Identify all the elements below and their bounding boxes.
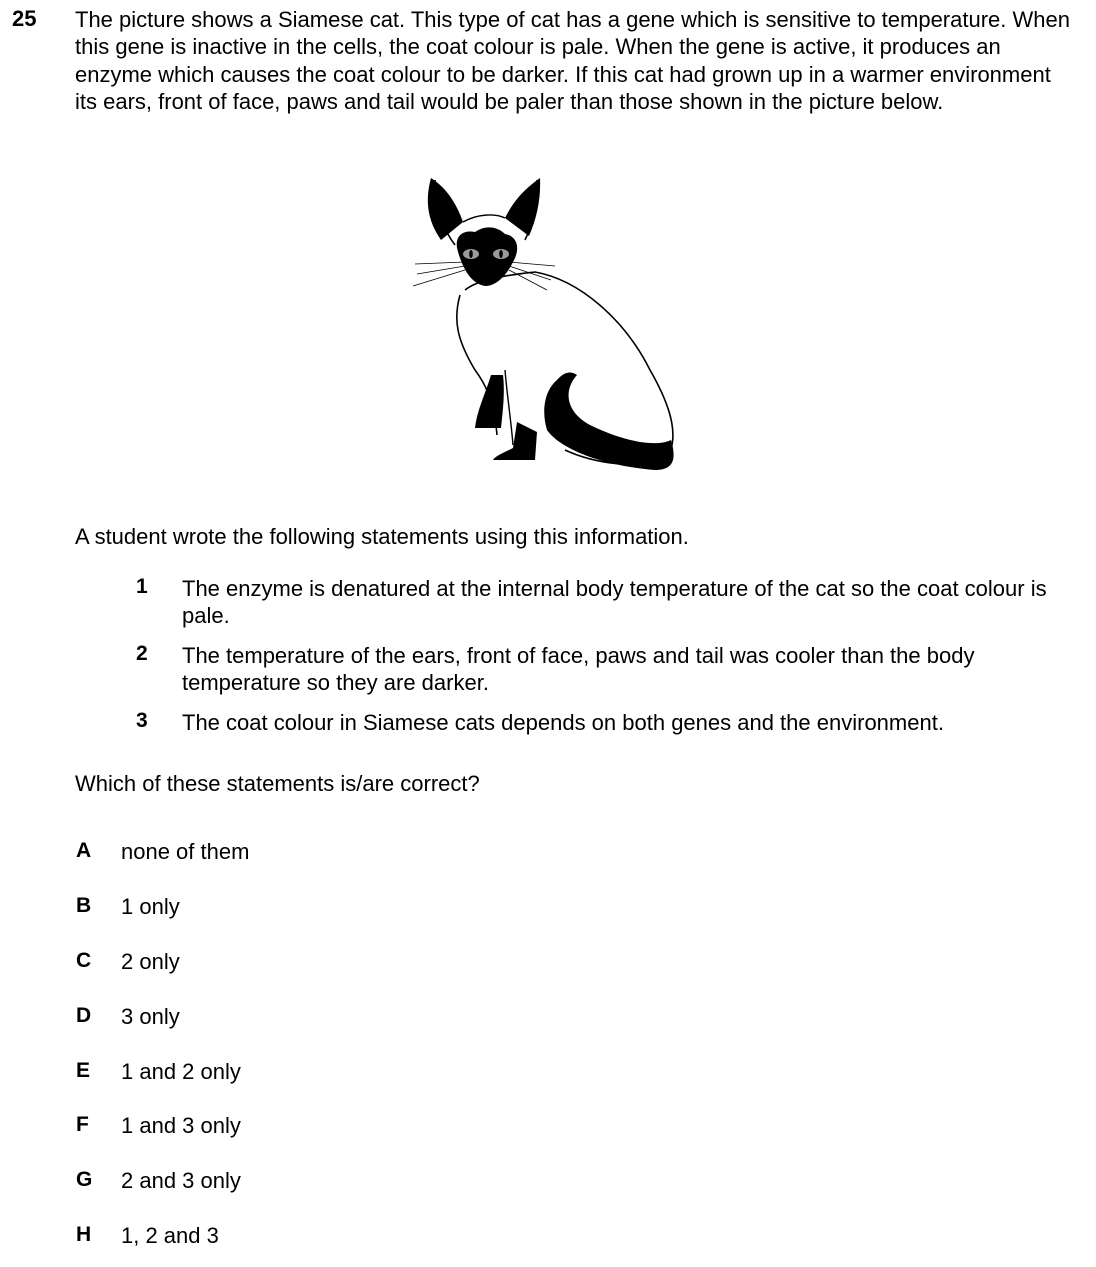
option-letter: A [76, 839, 92, 862]
statement-text: The enzyme is denatured at the internal body temperature of the cat so the coat colour is pale. [182, 576, 1047, 628]
option-h[interactable] [0, 1223, 600, 1253]
option-f[interactable] [0, 1113, 600, 1143]
question-number: 25 [12, 6, 37, 31]
statement-text: The coat colour in Siamese cats depends on both genes and the environment. [182, 710, 944, 735]
option-letter: H [76, 1223, 92, 1246]
siamese-cat-icon [405, 170, 695, 480]
option-g[interactable] [0, 1168, 600, 1198]
option-text: 1 only [121, 894, 180, 919]
option-letter: C [76, 949, 92, 972]
option-c[interactable] [0, 949, 600, 979]
option-text: 2 and 3 only [121, 1168, 241, 1193]
statement-number: 1 [136, 575, 148, 598]
option-letter: G [76, 1168, 93, 1191]
option-a[interactable] [0, 839, 600, 869]
option-letter: E [76, 1059, 91, 1082]
option-text: 1, 2 and 3 [121, 1223, 219, 1248]
question-stem: The picture shows a Siamese cat. This type of cat has a gene which is sensitive to temperature. When this gene is inactive in the cells, the coat colour is pale. When the gene is active, it produces an enzyme which causes the coat colour to be darker. If this cat had grown up in a warmer environment its ears, front of face, paws and tail would be paler than those shown in the picture below. [75, 7, 1070, 114]
statement-text: The temperature of the ears, front of face, paws and tail was cooler than the body temperature so they are darker. [182, 643, 975, 695]
option-e[interactable] [0, 1059, 600, 1089]
option-text: 3 only [121, 1004, 180, 1029]
option-text: 1 and 3 only [121, 1113, 241, 1138]
option-text: 2 only [121, 949, 180, 974]
statements-intro: A student wrote the following statements using this information. [75, 524, 689, 549]
option-text: none of them [121, 839, 250, 864]
option-letter: B [76, 894, 92, 917]
statement-number: 3 [136, 709, 148, 732]
option-d[interactable] [0, 1004, 600, 1034]
option-letter: D [76, 1004, 92, 1027]
option-letter: F [76, 1113, 89, 1136]
statement-number: 2 [136, 642, 148, 665]
question-prompt: Which of these statements is/are correct? [75, 771, 480, 796]
option-b[interactable] [0, 894, 600, 924]
option-text: 1 and 2 only [121, 1059, 241, 1084]
